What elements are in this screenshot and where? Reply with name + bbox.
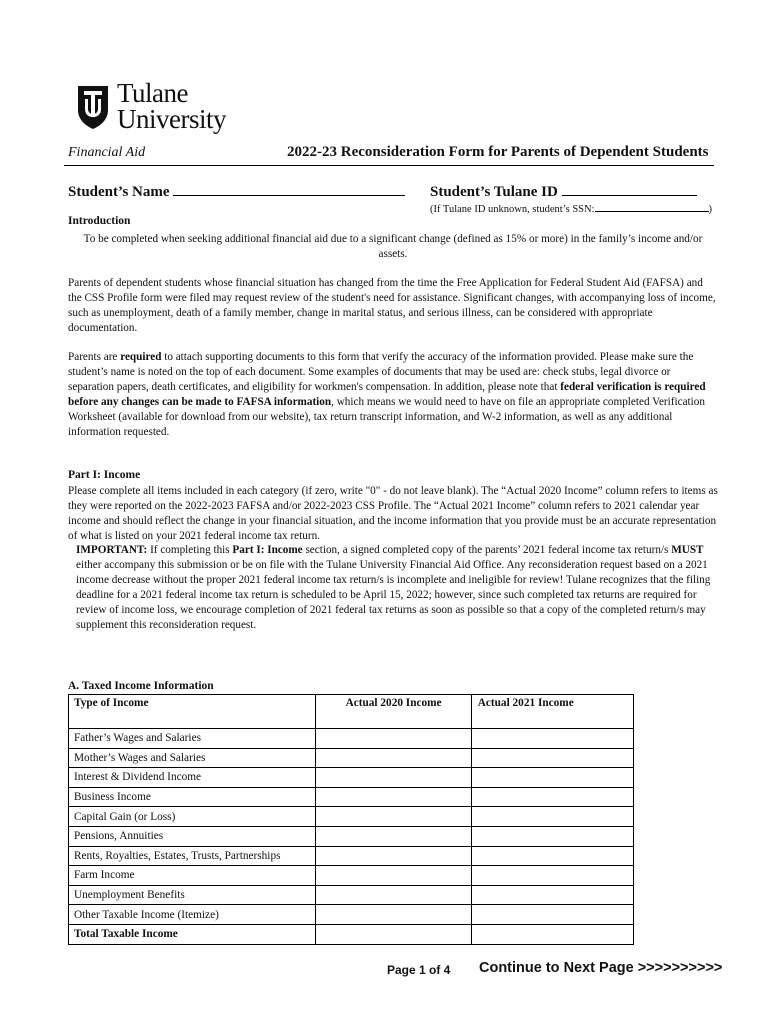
income-2020-input[interactable]: [316, 905, 471, 925]
income-2020-input[interactable]: [316, 807, 471, 827]
income-2021-input[interactable]: [471, 768, 633, 788]
student-name-label: Student’s Name: [68, 184, 170, 200]
col-2021-header: Actual 2021 Income: [471, 695, 633, 729]
introduction-lead: To be completed when seeking additional financial aid due to a significant change (defined as 15% or more) in the family’s income and/or assets.: [83, 233, 703, 260]
income-2021-input[interactable]: [471, 924, 633, 944]
para2-text-a: Parents are: [68, 351, 121, 363]
table-header-row: [69, 695, 634, 729]
introduction-heading: Introduction: [68, 215, 131, 227]
para2-text-e: , which means we would need to have on file an appropriate completed Verification Worksheet (available for download from our website), tax return transcript information, and W-2 information, as well as any additional information requested.: [68, 396, 705, 438]
logo-wordmark: [117, 80, 226, 132]
tulane-shield-logo-icon: [76, 84, 110, 130]
important-must: MUST: [671, 544, 704, 556]
continue-next-page: Continue to Next Page >>>>>>>>>>: [479, 960, 723, 976]
income-2021-input[interactable]: [471, 748, 633, 768]
income-2020-input[interactable]: [316, 787, 471, 807]
para2-text-c: to attach supporting documents to this form that verify the accuracy of the information provided. Please make sure the student’s name is noted on the top of each document. Some examples of documents that may be used are: check stubs, legal divorce or separation papers, death certificates, and eligibility for workmen's compensation. In addition, please note that: [68, 351, 694, 393]
income-2020-input[interactable]: [316, 748, 471, 768]
income-2020-input[interactable]: [316, 826, 471, 846]
income-2020-input[interactable]: [316, 885, 471, 905]
table-row: [69, 924, 634, 944]
income-2021-input[interactable]: [471, 846, 633, 866]
income-type-label: Father’s Wages and Salaries: [69, 729, 316, 749]
income-2020-input[interactable]: [316, 924, 471, 944]
income-type-label: Pensions, Annuities: [69, 826, 316, 846]
income-2021-input[interactable]: [471, 807, 633, 827]
income-2021-input[interactable]: [471, 826, 633, 846]
table-row: [69, 787, 634, 807]
income-2020-input[interactable]: [316, 846, 471, 866]
part1-heading: Part I: Income: [68, 469, 141, 481]
income-type-label: Interest & Dividend Income: [69, 768, 316, 788]
income-2021-input[interactable]: [471, 885, 633, 905]
income-type-label: Unemployment Benefits: [69, 885, 316, 905]
income-2020-input[interactable]: [316, 866, 471, 886]
table-row: [69, 885, 634, 905]
income-2021-input[interactable]: [471, 866, 633, 886]
table-row: [69, 748, 634, 768]
table-row: [69, 846, 634, 866]
table-row: [69, 905, 634, 925]
income-type-label: Other Taxable Income (Itemize): [69, 905, 316, 925]
student-name-input-line[interactable]: [173, 183, 405, 196]
important-part1-ref: Part I: Income: [232, 544, 303, 556]
income-type-label: Mother’s Wages and Salaries: [69, 748, 316, 768]
header-divider: [64, 165, 714, 166]
part1-important-note: [76, 543, 716, 633]
income-type-label: Capital Gain (or Loss): [69, 807, 316, 827]
student-id-field: [430, 183, 697, 201]
logo-line-2: University: [117, 104, 226, 134]
income-2021-input[interactable]: [471, 729, 633, 749]
table-row: [69, 768, 634, 788]
income-type-label: Rents, Royalties, Estates, Trusts, Partnerships: [69, 846, 316, 866]
introduction-paragraph-1: Parents of dependent students whose financial situation has changed from the time the Free Application for Federal Student Aid (FAFSA) and the CSS Profile form were filed may request review of the student's need for assistance. Significant changes, with accompanying loss of income, such as unemployment, death of a family member, change in marital status, and serious illness, can be considered with appropriate documentation.: [68, 277, 716, 334]
department-label: Financial Aid: [68, 145, 146, 160]
income-2021-input[interactable]: [471, 905, 633, 925]
section-a-heading: A. Taxed Income Information: [68, 680, 214, 692]
ssn-input-line[interactable]: [595, 202, 709, 212]
student-name-field: [68, 183, 405, 201]
logo-line-1: Tulane: [117, 78, 189, 108]
para2-verification-note: federal verification is required before any changes can be made to FAFSA information: [68, 381, 706, 408]
income-2020-input[interactable]: [316, 768, 471, 788]
para2-required: required: [120, 351, 162, 363]
income-type-label: Total Taxable Income: [69, 924, 316, 944]
col-type-header: Type of Income: [69, 695, 316, 729]
income-type-label: Farm Income: [69, 866, 316, 886]
important-text-b: If completing this: [147, 544, 233, 556]
student-id-input-line[interactable]: [562, 183, 697, 196]
important-label: IMPORTANT:: [76, 544, 148, 556]
income-2020-input[interactable]: [316, 729, 471, 749]
income-type-label: Business Income: [69, 787, 316, 807]
table-row: [69, 729, 634, 749]
table-row: [69, 866, 634, 886]
important-text-d: section, a signed completed copy of the parents’ 2021 federal income tax return/s: [302, 544, 672, 556]
table-row: [69, 807, 634, 827]
taxed-income-table: [68, 694, 634, 945]
introduction-paragraph-2: [68, 350, 718, 440]
important-text-f: either accompany this submission or be on file with the Tulane University Financial Aid Office. Any reconsideration request based on a 2021 income decrease without the proper 2021 federal income tax return/s is incomplete and ineligible for review! Tulane recognizes that the filing deadline for a 2021 federal income tax return is scheduled to be April 15, 2022; however, since such completed tax returns are required for review of income loss, we encourage completion of 2021 federal tax returns as soon as possible so that a copy of the completed return/s may supplement this reconsideration request.: [76, 559, 711, 631]
part1-instructions: Please complete all items included in each category (if zero, write "0" - do not leave blank). The “Actual 2020 Income” column refers to items as they were reported on the 2022-2023 FAFSA and/or 2022-2023 CSS Profile. The “Actual 2021 Income” column refers to 2021 calendar year income and should reflect the change in your financial situation, and the income information that you provide must be an accurate representation of what is listed on your 2021 federal income tax return.: [68, 485, 718, 542]
page-number: Page 1 of 4: [387, 963, 451, 977]
table-row: [69, 826, 634, 846]
ssn-label: (If Tulane ID unknown, student’s SSN:: [430, 204, 595, 215]
ssn-close: ): [708, 204, 713, 215]
ssn-field: [430, 202, 712, 215]
col-2020-header: Actual 2020 Income: [316, 695, 471, 729]
student-id-label: Student’s Tulane ID: [430, 184, 558, 200]
income-2021-input[interactable]: [471, 787, 633, 807]
form-title: 2022-23 Reconsideration Form for Parents of Dependent Students: [287, 144, 709, 160]
